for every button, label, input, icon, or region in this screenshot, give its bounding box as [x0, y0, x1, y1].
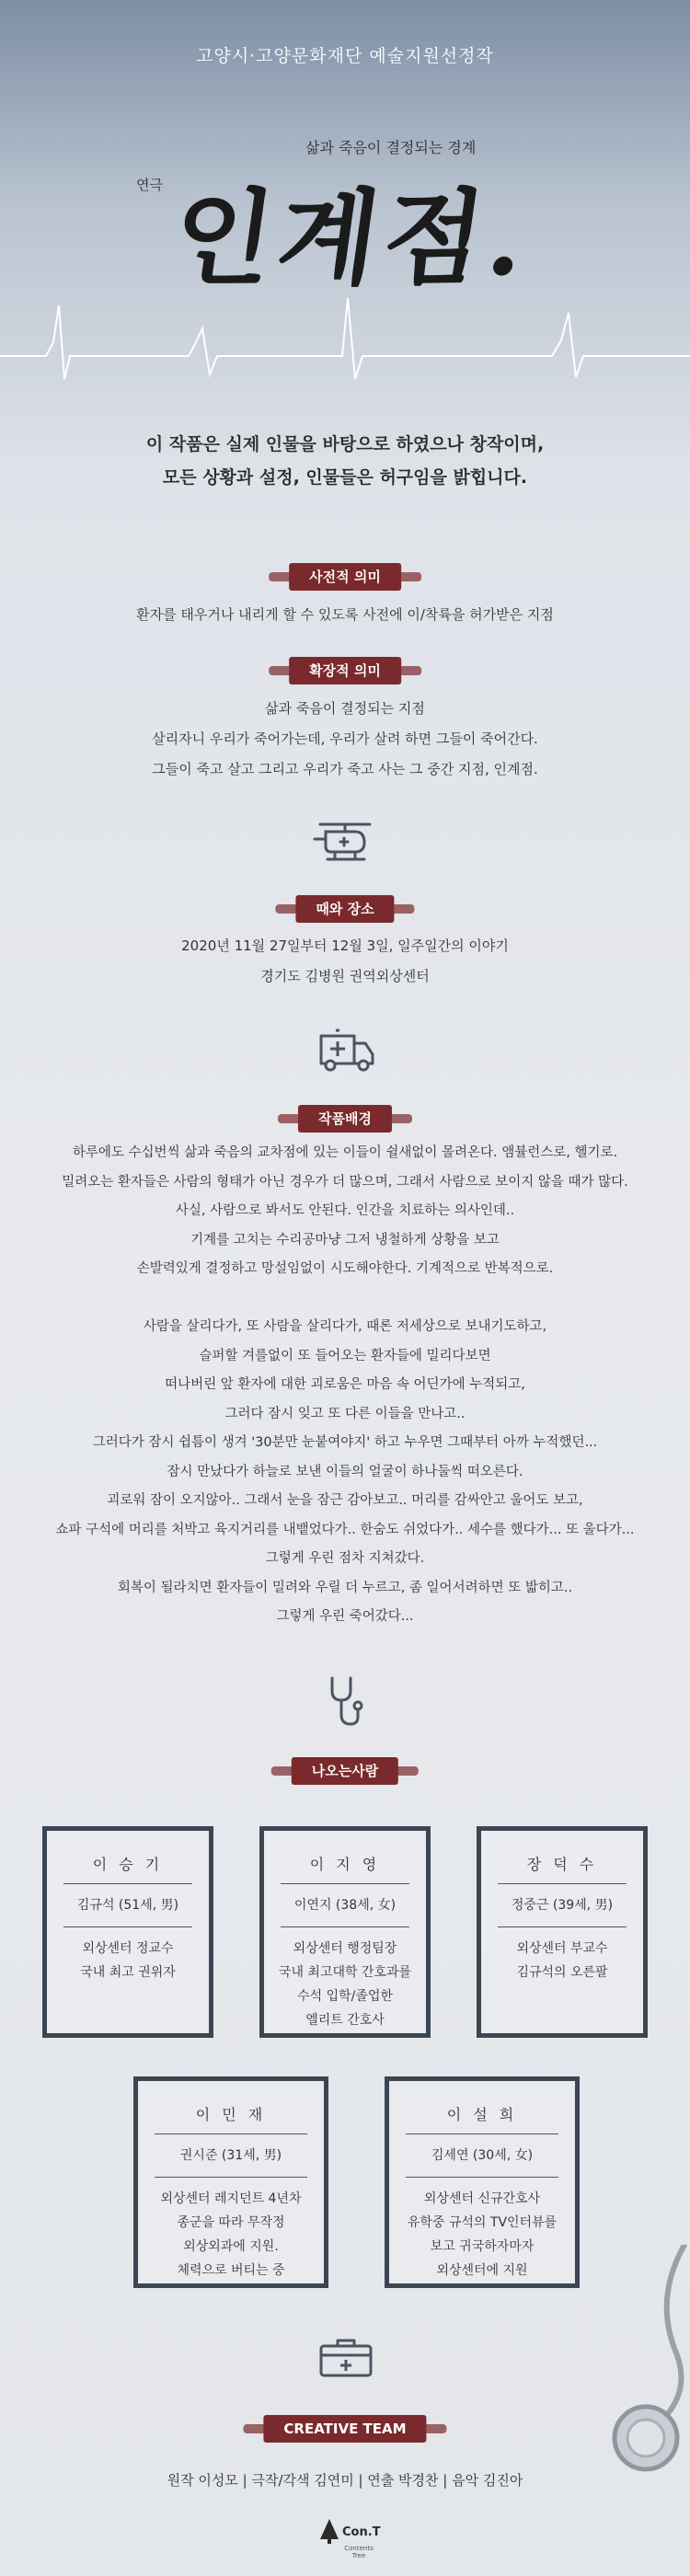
- disclaimer: [0, 428, 690, 494]
- text-line: 쇼파 구석에 머리를 처박고 육지거리를 내뱉었다가.. 한숨도 쉬었다가.. 세수를 했다가... 또 울다가...: [55, 1522, 635, 1537]
- character-desc: 유학중 규석의 TV인터뷰를: [407, 2215, 558, 2230]
- helicopter-icon: [313, 819, 377, 865]
- text-line: 살리자니 우리가 죽어가는데, 우리가 살려 하면 그들이 죽어간다.: [152, 730, 538, 747]
- character-desc: 외상센터 정교수: [82, 1941, 174, 1956]
- character-card: [259, 1826, 431, 2038]
- text-line: 슬퍼할 겨를없이 또 들어오는 환자들에 밀리다보면: [199, 1348, 491, 1363]
- text-line: 괴로워 잠이 오지않아.. 그래서 눈을 잠근 감아보고.. 머리를 감싸안고 울어도 보고,: [107, 1493, 583, 1508]
- tag-time-place: 때와 장소: [295, 895, 394, 923]
- character-card: [477, 1826, 648, 2038]
- text-line: 기계를 고치는 수리공마냥 그저 냉철하게 상황을 보고: [190, 1232, 500, 1248]
- tree-logo-icon: [316, 2517, 381, 2545]
- character-desc: 엘리트 간호사: [305, 2013, 385, 2028]
- character-actor: 김세연 (30세, 女): [431, 2148, 534, 2163]
- text-line: [0, 1284, 690, 1314]
- text-line: 밀려오는 환자들은 사람의 형태가 아닌 경우가 더 많으며, 그래서 사람으로 보이지 않을 때가 많다.: [62, 1174, 628, 1190]
- logo: [316, 2517, 381, 2559]
- text-line: 삶과 죽음이 결정되는 지점: [265, 700, 425, 717]
- logo-subtext: Contents Tree: [344, 2545, 374, 2559]
- stethoscope-photo-icon: [589, 2245, 690, 2484]
- character-card: [385, 2076, 580, 2288]
- text-line: 그렇게 우린 죽어갔다...: [276, 1609, 414, 1624]
- character-name: 이 설 희: [446, 2106, 518, 2123]
- genre-label: 연극: [136, 177, 163, 193]
- character-desc: 외상센터 신규간호사: [423, 2191, 541, 2206]
- ambulance-icon: [317, 1029, 376, 1073]
- text-line: 사람을 살리다가, 또 사람을 살리다가, 때론 저세상으로 보내기도하고,: [143, 1319, 547, 1334]
- character-desc: 외상센터에 지원: [436, 2263, 528, 2278]
- character-name: 이 승 기: [92, 1856, 164, 1873]
- text-line: 2020년 11월 27일부터 12월 3일, 일주일간의 이야기: [181, 937, 509, 954]
- text-line: 그렇게 우린 점차 지쳐갔다.: [265, 1551, 425, 1566]
- character-name: 이 민 재: [195, 2106, 267, 2123]
- text-line: 떠나버린 앞 환자에 대한 괴로움은 마음 속 어딘가에 누적되고,: [165, 1377, 525, 1392]
- text-line: 사실, 사람으로 봐서도 안된다. 인간을 치료하는 의사인데..: [175, 1203, 515, 1218]
- main-title: 인계점.: [165, 178, 539, 299]
- text-line: 손발력있게 결정하고 망설임없이 시도해야한다. 기계적으로 반복적으로.: [136, 1261, 554, 1276]
- text-line: 경기도 김병원 권역외상센터: [260, 968, 430, 984]
- ecg-line: [0, 287, 690, 388]
- character-desc: 김규석의 오른팔: [516, 1965, 608, 1980]
- tag-dictionary: 사전적 의미: [289, 563, 401, 591]
- character-card: [133, 2076, 328, 2288]
- character-actor: 이연지 (38세, 女): [293, 1898, 397, 1913]
- tag-extended: 확장적 의미: [289, 657, 401, 684]
- character-desc: 수석 입학/졸업한: [297, 1989, 393, 2004]
- credits: 원작 이성모 | 극작/각색 김연미 | 연출 박경찬 | 음악 김진아: [167, 2472, 523, 2489]
- character-desc: 종군을 따라 무작정: [177, 2215, 285, 2230]
- top-text: 고양시·고양문화재단 예술지원선정작: [196, 46, 494, 66]
- tag-creative-team: CREATIVE TEAM: [263, 2415, 426, 2443]
- character-name: 장 덕 수: [526, 1856, 598, 1873]
- character-card: [42, 1826, 213, 2038]
- stethoscope-icon: [327, 1674, 363, 1730]
- disclaimer-line: 이 작품은 실제 인물을 바탕으로 하였으나 창작이며,: [145, 434, 545, 454]
- character-desc: 보고 귀국하자마자: [430, 2239, 535, 2254]
- character-desc: 외상센터 레지던트 4년차: [160, 2191, 302, 2206]
- tag-cast: 나오는사람: [292, 1757, 398, 1785]
- character-actor: 정중근 (39세, 男): [511, 1898, 614, 1913]
- logo-text: Con.T: [342, 2525, 381, 2539]
- character-desc: 외상센터 부교수: [516, 1941, 608, 1956]
- disclaimer-line: 모든 상황과 설정, 인물들은 허구임을 밝힙니다.: [162, 467, 528, 488]
- text-line: 회복이 될라치면 환자들이 밀려와 우릴 더 누르고, 좀 일어서려하면 또 밟히고..: [117, 1580, 573, 1595]
- time-place-text: [0, 931, 690, 992]
- text-line: 잠시 만났다가 하늘로 보낸 이들의 얼굴이 하나둘씩 떠오른다.: [167, 1464, 523, 1479]
- background-text: [0, 1139, 690, 1632]
- tag-background: 작품배경: [298, 1105, 392, 1133]
- text-line: 그들이 죽고 살고 그리고 우리가 죽고 사는 그 중간 지점, 인계점.: [152, 761, 538, 777]
- text-line: 하루에도 수십번씩 삶과 죽음의 교차점에 있는 이들이 쉴새없이 몰려온다. 앰뷸런스로, 헬기로.: [72, 1145, 618, 1160]
- character-desc: 체력으로 버티는 중: [177, 2263, 285, 2278]
- dictionary-text: [0, 600, 690, 630]
- character-desc: 국내 최고 권위자: [80, 1965, 176, 1980]
- first-aid-kit-icon: [317, 2337, 374, 2379]
- text-line: 그러다가 잠시 쉽틈이 생겨 '30분만 눈붙여야지' 하고 누우면 그때부터 아까 누적했던...: [92, 1435, 598, 1450]
- text-line: 그러다 잠시 잊고 또 다른 이들을 만나고..: [224, 1406, 466, 1421]
- text-line: 환자를 태우거나 내리게 할 수 있도록 사전에 이/착륙을 허가받은 지점: [136, 606, 554, 623]
- title-subtitle: 삶과 죽음이 결정되는 경계: [305, 139, 477, 156]
- character-desc: 외상외과에 지원.: [183, 2239, 279, 2254]
- character-name: 이 지 영: [309, 1856, 381, 1873]
- character-actor: 권시준 (31세, 男): [179, 2148, 282, 2163]
- character-actor: 김규석 (51세, 男): [76, 1898, 179, 1913]
- character-desc: 외상센터 행정팀장: [293, 1941, 397, 1956]
- character-desc: 국내 최고대학 간호과를: [278, 1965, 412, 1980]
- extended-text: [0, 694, 690, 785]
